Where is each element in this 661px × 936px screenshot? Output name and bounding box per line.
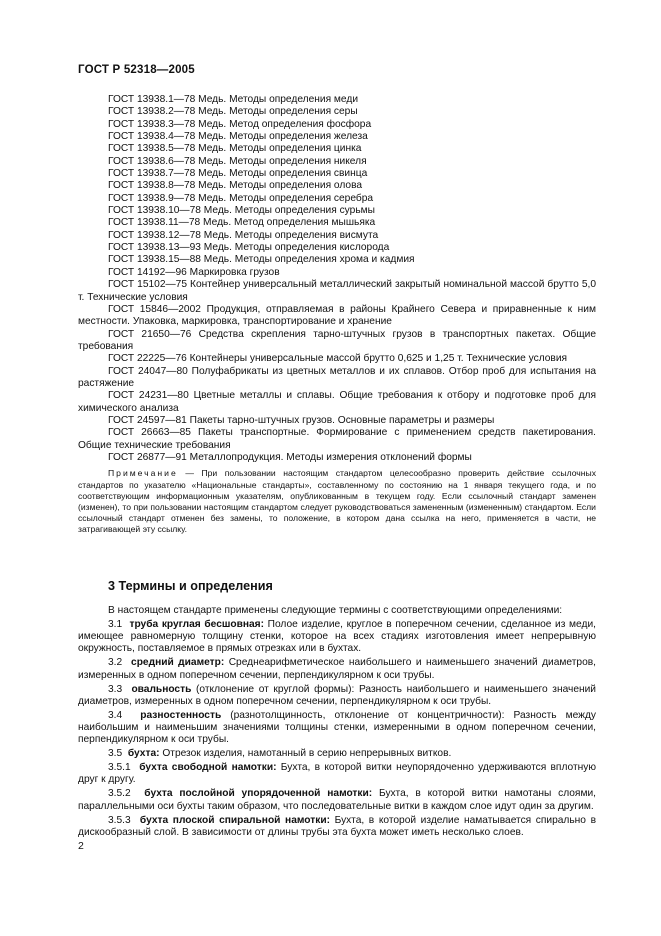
- page-number: 2: [78, 840, 84, 852]
- reference-item: ГОСТ 13938.11—78 Медь. Метод определения мышьяка: [108, 217, 376, 229]
- reference-item: ГОСТ 13938.4—78 Медь. Методы определения железа: [108, 131, 368, 143]
- reference-item: ГОСТ 26663—85 Пакеты транспортные. Формирование с применением средств пакетирования. Общие технические требования: [78, 427, 596, 451]
- definition-number: 3.5.1: [108, 762, 131, 774]
- definition-text: Бухта, в которой витки неупорядоченно удерживаются вплотную друг к другу.: [78, 762, 596, 786]
- reference-item: ГОСТ 24597—81 Пакеты тарно-штучных грузов. Основные параметры и размеры: [108, 414, 495, 426]
- definition-number: 3.3: [108, 683, 123, 695]
- reference-item: ГОСТ 24231—80 Цветные металлы и сплавы. Общие требования к отбору и подготовке проб для химического анализа: [78, 390, 596, 414]
- definition-text: (разнотолщинность, отклонение от концентричности): Разность между наибольшим и наименьшим значениями толщины стенки, измеренными в одном поперечном сечении, перпендикулярном к оси трубы.: [78, 709, 596, 746]
- reference-item: ГОСТ 15102—75 Контейнер универсальный металлический закрытый номинальной массой брутто 5,0 т. Технические условия: [78, 279, 596, 303]
- definition-text: Бухта, в которой витки намотаны слоями, параллельными оси бухты таким образом, что последовательные витки в каждом слое идут один за другим.: [78, 788, 596, 812]
- reference-item: ГОСТ 15846—2002 Продукция, отправляемая в районы Крайнего Севера и приравненные к ним местности. Упаковка, маркировка, транспортирование и хранение: [78, 303, 596, 328]
- definition-item: [78, 762, 596, 787]
- definition-text: (отклонение от круглой формы): Разность наибольшего и наименьшего значений диаметров, измеренных в одном поперечном сечении, перпендикулярном к оси трубы.: [78, 683, 596, 707]
- definition-number: 3.2: [108, 657, 123, 669]
- reference-item: ГОСТ 13938.12—78 Медь. Методы определения висмута: [108, 229, 379, 241]
- definition-term: бухта:: [127, 748, 160, 760]
- definition-item: [78, 710, 596, 747]
- definition-term: овальность: [131, 683, 192, 695]
- reference-item: ГОСТ 26877—91 Металлопродукция. Методы измерения отклонений формы: [108, 451, 472, 463]
- definition-number: 3.5.3: [108, 814, 131, 826]
- definition-text: Бухта, в которой изделие наматывается спирально в дискообразный слой. В зависимости от длины трубы эта бухта может иметь несколько слоев.: [78, 814, 596, 838]
- section-body: [78, 605, 596, 839]
- definition-term: разностенность: [140, 709, 222, 721]
- reference-item: ГОСТ 13938.15—88 Медь. Методы определения хрома и кадмия: [108, 254, 415, 266]
- definition-text: Отрезок изделия, намотанный в серию непрерывных витков.: [162, 748, 452, 760]
- definition-item: [78, 815, 596, 840]
- definition-item: [78, 619, 596, 656]
- note-text: — При пользовании настоящим стандартом целесообразно проверить действие ссылочных стандартов по указателю «Национальные стандарты», составленному по состоянию на 1 января текущего года, и по соответствующим информационным указателям, опубликованным в текущем году. Если ссылочный стандарт заменен (изменен), то при пользовании настоящим стандартом следует руководствоваться замененным (измененным) стандартом. Если ссылочный стандарт отменен без замены, то положение, в котором дана ссылка на него, применяется в части, не затрагивающей эту ссылку.: [78, 468, 596, 535]
- reference-item: ГОСТ 24047—80 Полуфабрикаты из цветных металлов и их сплавов. Отбор проб для испытания на растяжение: [78, 365, 596, 389]
- terms-section: [78, 578, 596, 839]
- definition-item: [78, 684, 596, 709]
- reference-item: ГОСТ 13938.13—93 Медь. Методы определения кислорода: [108, 242, 390, 254]
- definition-term: бухта плоской спиральной намотки:: [139, 814, 330, 826]
- reference-item: ГОСТ 21650—76 Средства скрепления тарно-штучных грузов в транспортных пакетах. Общие требования: [78, 328, 596, 352]
- references-note: [78, 468, 596, 535]
- document-header: ГОСТ Р 52318—2005: [78, 64, 195, 76]
- definition-item: [78, 748, 596, 760]
- normative-references-list: [78, 94, 596, 536]
- definition-number: 3.4: [108, 709, 123, 721]
- definition-number: 3.5: [108, 748, 123, 760]
- definition-number: 3.1: [108, 618, 123, 630]
- definition-term: средний диаметр:: [131, 657, 225, 669]
- definition-item: [78, 657, 596, 682]
- definition-text: Полое изделие, круглое в поперечном сечении, сделанное из меди, имеющее равномерную толщину стенки, которое на всех стадиях изготовления имеет непрерывную окружность, поставляемое в прямых отрезках или в бухтах.: [78, 618, 596, 655]
- section-intro: В настоящем стандарте применены следующие термины с соответствующими определениями:: [108, 605, 563, 616]
- definition-term: бухта свободной намотки:: [139, 762, 277, 774]
- reference-item: ГОСТ 13938.6—78 Медь. Методы определения никеля: [108, 155, 367, 167]
- reference-item: ГОСТ 13938.9—78 Медь. Методы определения серебра: [108, 192, 374, 204]
- reference-item: ГОСТ 13938.8—78 Медь. Методы определения олова: [108, 180, 363, 192]
- reference-item: ГОСТ 14192—96 Маркировка грузов: [108, 266, 280, 278]
- reference-item: ГОСТ 13938.7—78 Медь. Методы определения свинца: [108, 168, 368, 180]
- definition-term: труба круглая бесшовная:: [129, 618, 265, 630]
- definition-text: Среднеарифметическое наибольшего и наименьшего значений диаметров, измеренных в одном поперечном сечении, перпендикулярном к оси трубы.: [78, 657, 596, 681]
- definition-item: [78, 788, 596, 813]
- definition-term: бухта послойной упорядоченной намотки:: [144, 788, 373, 800]
- section-heading: 3 Термины и определения: [108, 579, 273, 593]
- reference-item: ГОСТ 13938.1—78 Медь. Методы определения меди: [108, 94, 359, 105]
- reference-item: ГОСТ 13938.3—78 Медь. Метод определения фосфора: [108, 118, 372, 130]
- reference-item: ГОСТ 13938.2—78 Медь. Методы определения серы: [108, 106, 358, 118]
- reference-item: ГОСТ 13938.5—78 Медь. Методы определения цинка: [108, 143, 362, 155]
- reference-item: ГОСТ 13938.10—78 Медь. Методы определения сурьмы: [108, 205, 375, 217]
- note-label: Примечание: [108, 468, 178, 479]
- reference-item: ГОСТ 22225—76 Контейнеры универсальные массой брутто 0,625 и 1,25 т. Технические условия: [108, 353, 568, 365]
- definition-number: 3.5.2: [108, 788, 131, 800]
